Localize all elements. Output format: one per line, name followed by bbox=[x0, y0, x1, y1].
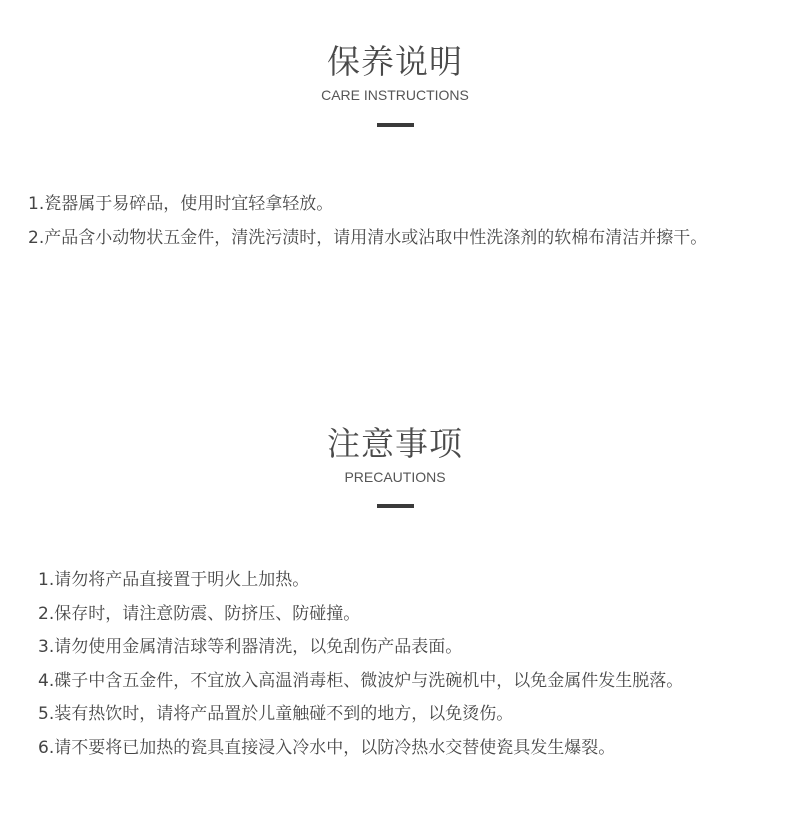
care-item: 2.产品含小动物状五金件，清洗污渍时，请用清水或沾取中性洗涤剂的软棉布清洁并擦干。 bbox=[28, 228, 708, 248]
precautions-subtitle: PRECAUTIONS bbox=[344, 469, 446, 485]
care-list bbox=[28, 187, 707, 255]
care-section-header bbox=[0, 42, 790, 104]
precaution-item: 3.请勿使用金属清洁球等利器清洗，以免刮伤产品表面。 bbox=[38, 637, 463, 657]
precaution-item: 6.请不要将已加热的瓷具直接浸入冷水中，以防冷热水交替使瓷具发生爆裂。 bbox=[38, 737, 616, 758]
precaution-item: 4.碟子中含五金件，不宜放入高温消毒柜、微波炉与洗碗机中，以免金属件发生脱落。 bbox=[38, 670, 684, 691]
precautions-title: 注意事项 bbox=[327, 424, 463, 463]
care-subtitle: CARE INSTRUCTIONS bbox=[321, 87, 469, 103]
care-divider bbox=[377, 123, 414, 127]
care-item: 1.瓷器属于易碎品，使用时宜轻拿轻放。 bbox=[28, 194, 334, 214]
precaution-item: 2.保存时，请注意防震、防挤压、防碰撞。 bbox=[38, 603, 361, 624]
precaution-item: 5.装有热饮时，请将产品置於儿童触碰不到的地方，以免烫伤。 bbox=[38, 704, 514, 724]
precaution-item: 1.请勿将产品直接置于明火上加热。 bbox=[38, 570, 310, 590]
precautions-list bbox=[38, 564, 683, 765]
precautions-divider bbox=[377, 504, 414, 508]
precautions-section-header bbox=[0, 424, 790, 486]
care-title: 保养说明 bbox=[327, 42, 463, 81]
